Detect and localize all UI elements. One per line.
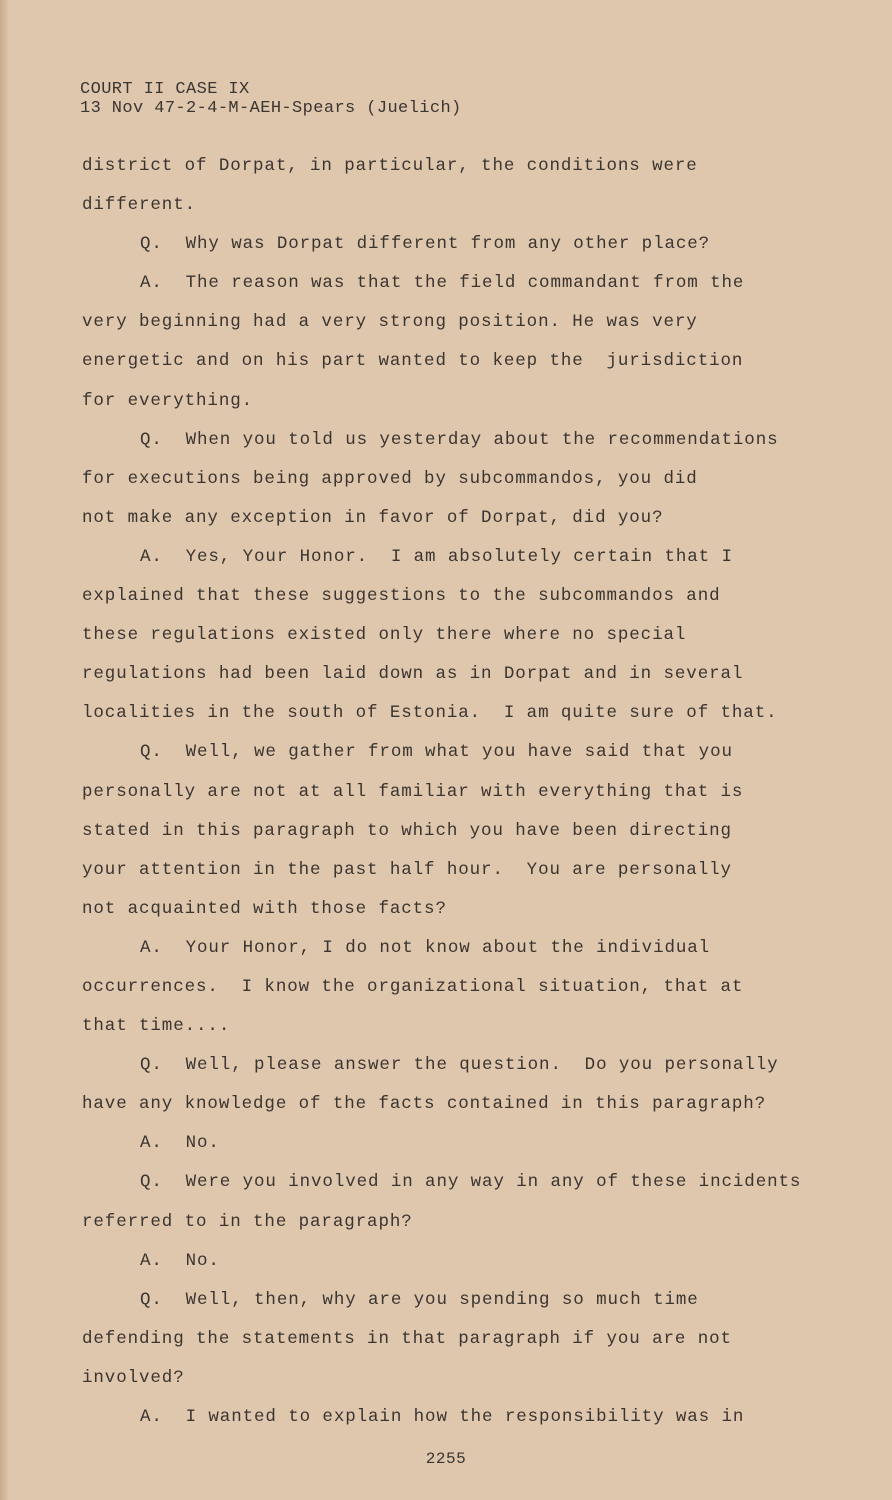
transcript-line: regulations had been laid down as in Dorpat and in several	[82, 664, 744, 685]
transcript-line: Q. Well, we gather from what you have said that you	[140, 742, 733, 763]
header	[80, 80, 462, 118]
transcript-line: personally are not at all familiar with everything that is	[82, 781, 744, 802]
transcript-line: Q. Were you involved in any way in any of these incidents	[140, 1172, 802, 1193]
transcript-line: not acquainted with those facts?	[82, 898, 447, 919]
transcript-line: Q. When you told us yesterday about the recommendations	[140, 429, 779, 450]
transcript-line: A. Yes, Your Honor. I am absolutely certain that I	[140, 546, 733, 567]
header-court-case: COURT II CASE IX	[80, 80, 250, 99]
transcript-line: A. I wanted to explain how the responsibility was in	[140, 1407, 745, 1427]
transcript-line: referred to in the paragraph?	[82, 1211, 413, 1232]
transcript-line: district of Dorpat, in particular, the conditions were	[82, 156, 698, 176]
transcript-line: very beginning had a very strong position. He was very	[82, 312, 698, 333]
transcript-line: different.	[82, 195, 197, 216]
transcript-line: Q. Well, then, why are you spending so much time	[140, 1289, 699, 1310]
transcript-line: have any knowledge of the facts contained in this paragraph?	[82, 1094, 767, 1115]
transcript-line: involved?	[82, 1367, 185, 1388]
transcript-line: localities in the south of Estonia. I am quite sure of that.	[82, 703, 778, 724]
transcript-line: defending the statements in that paragraph if you are not	[82, 1328, 732, 1349]
transcript-line: for executions being approved by subcommandos, you did	[82, 468, 698, 489]
header-date-reference: 13 Nov 47-2-4-M-AEH-Spears (Juelich)	[80, 99, 462, 118]
transcript-line: A. The reason was that the field commandant from the	[140, 273, 745, 294]
transcript-line: stated in this paragraph to which you have been directing	[82, 820, 732, 841]
transcript-line: for everything.	[82, 390, 254, 411]
paper-edge	[0, 0, 8, 1500]
transcript-line: that time....	[82, 1016, 231, 1037]
transcript-line: energetic and on his part wanted to keep the jurisdiction	[82, 351, 744, 372]
transcript-line: occurrences. I know the organizational situation, that at	[82, 976, 744, 997]
transcript-line: A. Your Honor, I do not know about the individual	[140, 937, 711, 958]
transcript-body	[82, 150, 822, 1440]
transcript-line: these regulations existed only there where no special	[82, 625, 687, 646]
transcript-line: explained that these suggestions to the subcommandos and	[82, 586, 721, 607]
transcript-line: A. No.	[140, 1250, 220, 1271]
transcript-line: your attention in the past half hour. You are personally	[82, 859, 732, 880]
transcript-line: not make any exception in favor of Dorpat, did you?	[82, 507, 664, 528]
transcript-line: A. No.	[140, 1133, 220, 1154]
page-number: 2255	[425, 1450, 467, 1468]
transcript-line: Q. Why was Dorpat different from any other place?	[140, 234, 711, 255]
transcript-line: Q. Well, please answer the question. Do you personally	[140, 1055, 779, 1076]
